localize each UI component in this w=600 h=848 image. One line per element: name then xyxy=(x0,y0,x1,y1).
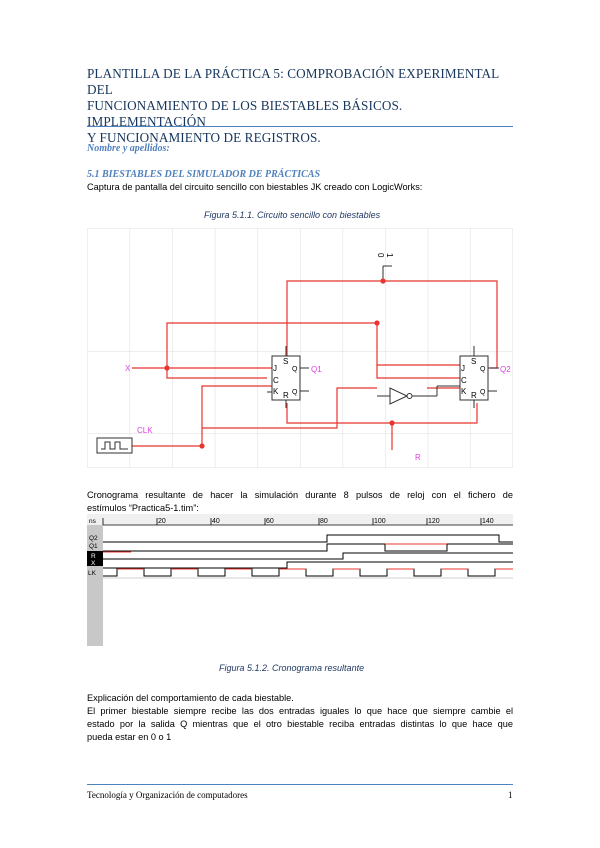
title-line-3: Y FUNCIONAMIENTO DE REGISTROS. xyxy=(87,130,321,145)
ff2-q: Q xyxy=(480,366,486,373)
ff2-k: K xyxy=(461,387,467,396)
signal-q2: Q2 xyxy=(89,535,98,542)
section-heading: 5.1 BIESTABLES DEL SIMULADOR DE PRÁCTICAS xyxy=(87,169,321,180)
signal-clk: LK xyxy=(88,570,96,577)
signal-r: R xyxy=(91,553,96,560)
explanation-heading: Explicación del comportamiento de cada biestable. xyxy=(87,693,294,703)
source-one: 1 xyxy=(385,253,394,258)
constant-source xyxy=(376,253,394,258)
ff1-s: S xyxy=(283,357,289,366)
r-input-label: R xyxy=(415,453,421,462)
explanation-line-2: estado por la salida Q mientras que el otro biestable reciba entradas distintas lo que hace que xyxy=(87,719,513,729)
tick-20: 20 xyxy=(158,518,166,525)
tick-100: 100 xyxy=(374,518,386,525)
ff1-qbar: Q xyxy=(292,389,298,396)
signal-ns: ns xyxy=(89,518,96,525)
clk-label: CLK xyxy=(137,426,153,435)
figure2-caption: Figura 5.1.2. Cronograma resultante xyxy=(219,663,365,673)
x-input-label: X xyxy=(125,364,131,373)
tick-80: 80 xyxy=(320,518,328,525)
ff2-r: R xyxy=(471,391,477,400)
tick-120: 120 xyxy=(428,518,440,525)
ff2-c: C xyxy=(461,376,467,385)
explanation-line-1: El primer biestable siempre recibe las dos entradas iguales lo que hace que siempre cambie el xyxy=(87,706,513,716)
signal-x: X xyxy=(91,560,96,567)
ff1-q: Q xyxy=(292,366,298,373)
page-number: 1 xyxy=(508,790,513,800)
ff1-r: R xyxy=(283,391,289,400)
ff2-s: S xyxy=(471,357,477,366)
timing-intro-2: estímulos “Practica5-1.tim”: xyxy=(87,503,199,513)
title-line-1: PLANTILLA DE LA PRÁCTICA 5: COMPROBACIÓN EXPERIMENTAL DEL xyxy=(87,66,499,97)
name-label: Nombre y apellidos: xyxy=(87,143,170,154)
q1-label: Q1 xyxy=(311,365,322,374)
title-divider xyxy=(87,126,513,127)
title-line-2: FUNCIONAMIENTO DE LOS BIESTABLES BÁSICOS. IMPLEMENTACIÓN xyxy=(87,98,403,129)
ff2-j: J xyxy=(461,364,465,373)
section-intro: Captura de pantalla del circuito sencillo con biestables JK creado con LogicWorks: xyxy=(87,182,423,192)
timing-diagram xyxy=(87,514,513,646)
ff2-qbar: Q xyxy=(480,389,486,396)
ff1-j: J xyxy=(273,364,277,373)
source-zero: 0 xyxy=(376,253,385,258)
footer-course: Tecnología y Organización de computadores xyxy=(87,790,248,800)
signal-q1: Q1 xyxy=(89,543,98,550)
tick-40: 40 xyxy=(212,518,220,525)
footer-divider xyxy=(87,784,513,785)
tick-60: 60 xyxy=(266,518,274,525)
document-title xyxy=(87,66,517,146)
figure1-caption: Figura 5.1.1. Circuito sencillo con biestables xyxy=(204,210,381,220)
ff1-k: K xyxy=(273,387,279,396)
ff1-c: C xyxy=(273,376,279,385)
circuit-diagram xyxy=(87,228,513,468)
tick-140: 140 xyxy=(482,518,494,525)
explanation-line-3: pueda estar en 0 o 1 xyxy=(87,732,172,742)
q2-label: Q2 xyxy=(500,365,511,374)
timing-intro-1: Cronograma resultante de hacer la simulación durante 8 pulsos de reloj con el fichero de xyxy=(87,490,513,500)
